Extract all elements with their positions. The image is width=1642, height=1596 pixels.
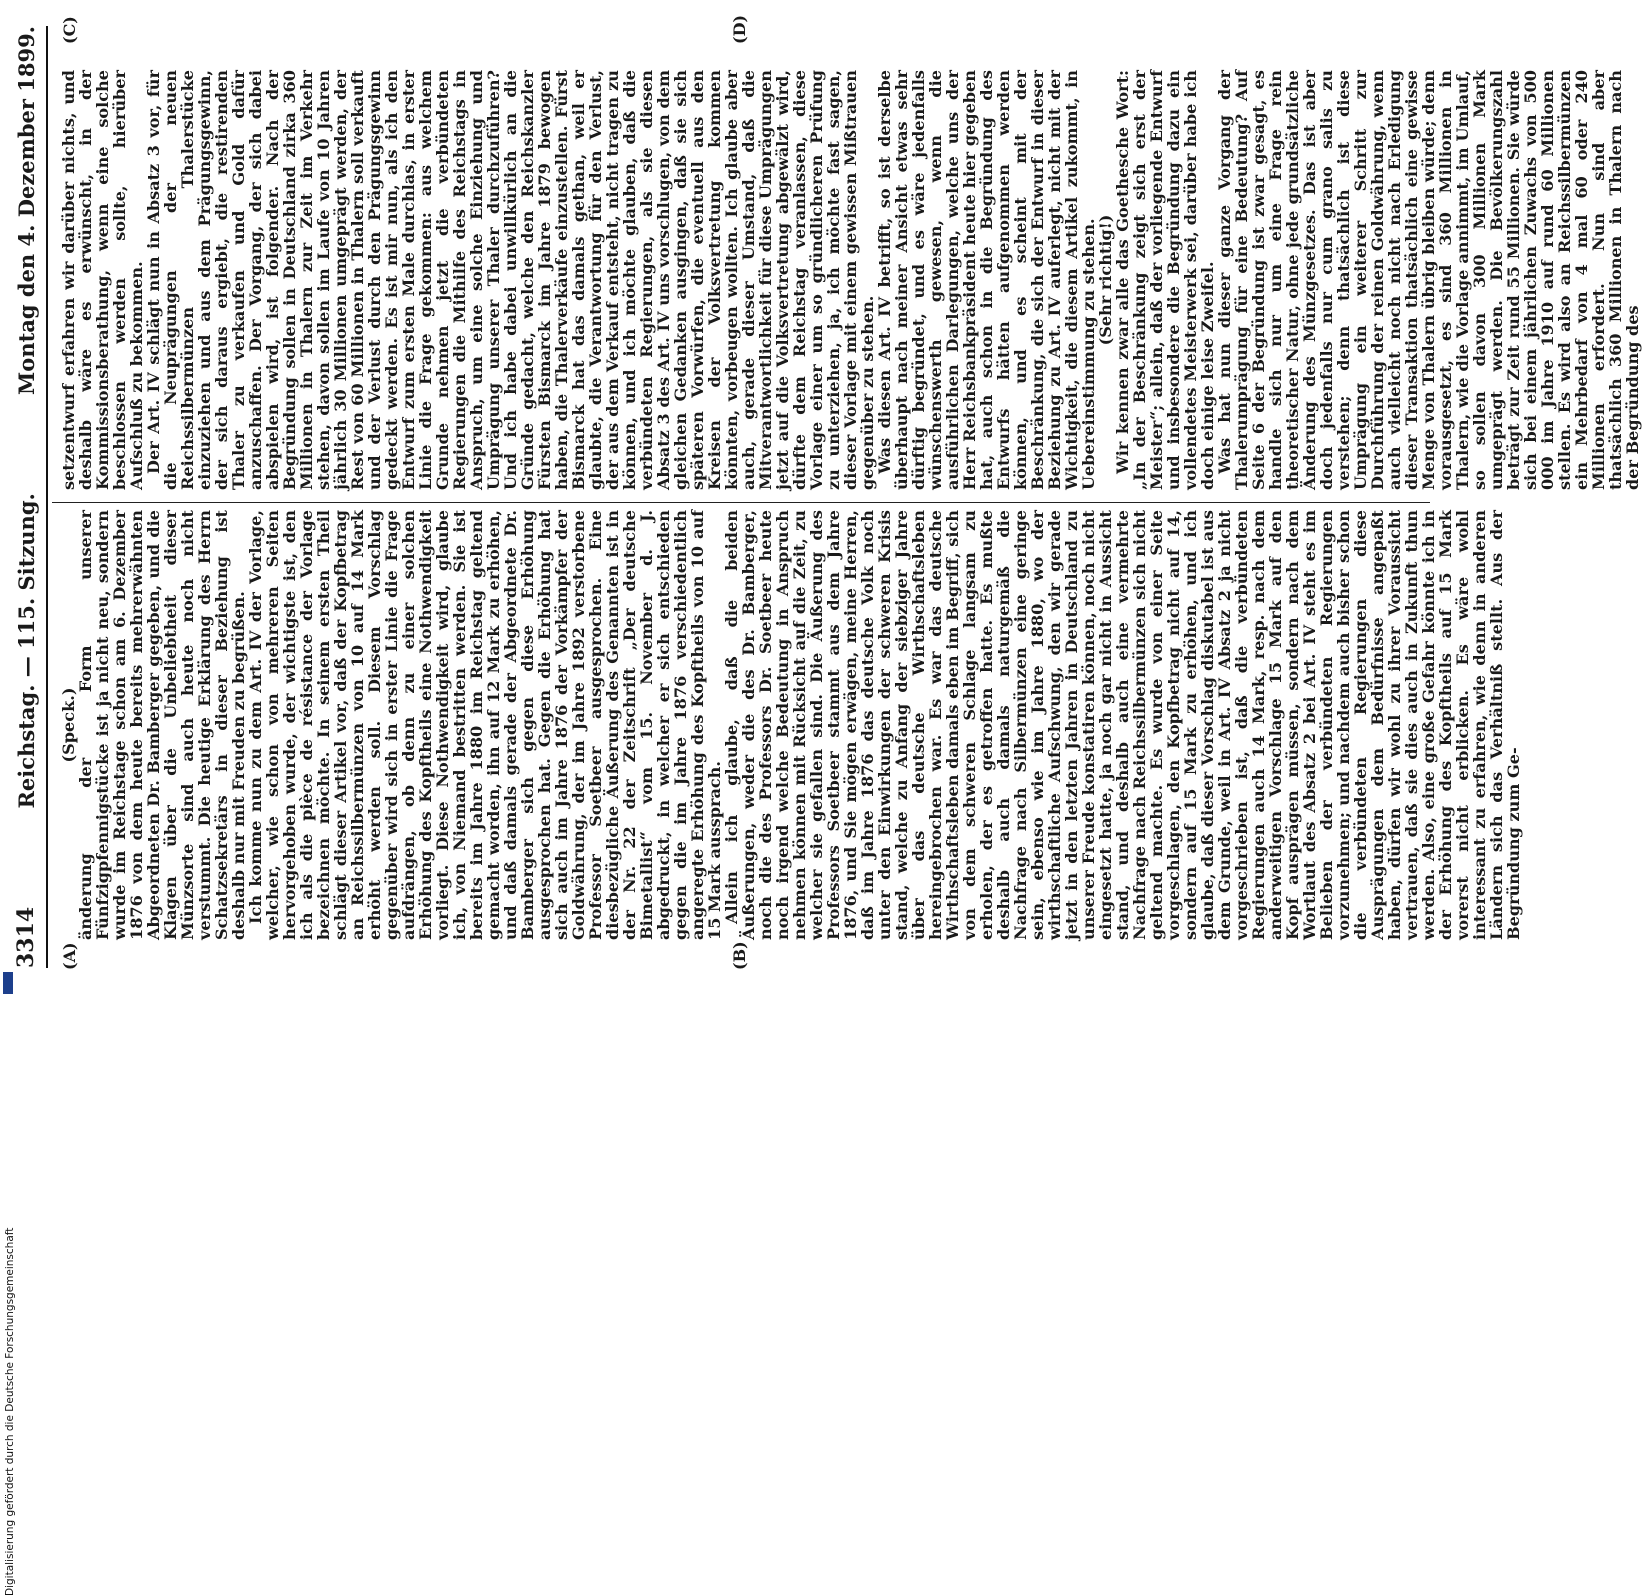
page-number: 3314 — [13, 906, 39, 968]
paragraph: änderung der Form unserer Fünfzigpfennigstücke ist ja nicht neu, sondern wurde im Reichstage schon am 6. Dezember 1876 von dem heute bereits mehrerwähnten Abgeordneten Dr. Bamberger gegeben, und die Klagen über die Unbeliebtheit dieser Münzsorte sind auch heute noch nicht verstummt. Die heutige Erklärung des Herrn Schatzsekretärs in dieser Beziehung ist deshalb nur mit Freuden zu begrüßen. — [76, 510, 248, 940]
credit-text: Digitalisierung gefördert durch die Deutsche Forschungsgemeinschaft — [4, 1227, 16, 1596]
dfg-logo-icon — [3, 972, 13, 994]
left-column — [59, 510, 1523, 940]
paragraph: Allein ich glaube, daß die beiden Äußerungen, weder die des Dr. Bamberger, noch die des Professors Dr. Soetbeer heute noch irgend welche Bedeutung in Anspruch nehmen können mit Rücksicht auf die Zeit, zu welcher sie gefallen sind. Die Äußerung des Professors Soetbeer stammt aus dem Jahre 1876, und Sie mögen erwägen, meine Herren, daß im Jahre 1876 das deutsche Volk noch unter den Einwirkungen der schweren Krisis stand, welche zu Anfang der siebziger Jahre über das deutsche Wirthschaftsleben hereingebrochen war. Es war das deutsche Wirthschaftsleben damals eben im Begriff, sich von dem schweren Schlage langsam zu erholen, der es getroffen hatte. Es mußte deshalb auch damals naturgemäß die Nachfrage nach Silbermünzen eine geringe sein, ebenso wie im Jahre 1880, wo der wirthschaftliche Aufschwung, den wir gerade jetzt in den letzten Jahren in Deutschland zu unserer Freude konstatiren können, noch nicht eingesetzt hatte, ja noch gar nicht in Aussicht stand, und deshalb auch eine vermehrte Nachfrage nach Reichssilbermünzen sich nicht geltend machte. Es wurde von einer Seite vorgeschlagen, den Kopfbetrag nicht auf 14, sondern auf 15 Mark zu erhöhen, und ich glaube, daß dieser Vorschlag diskutabel ist aus dem Grunde, weil in Art. IV Absatz 2 ja nicht vorgeschrieben ist, daß die verbündeten Regierungen auch 14 Mark, resp. nach dem anderweitigen Vorschlage 15 Mark auf den Kopf ausprägen müssen, sondern nach dem Wortlaut des Absatz 2 bei Art. IV steht es im Belieben der verbündeten Regierungen vorzunehmen; und nachdem auch bisher schon die verbündeten Regierungen diese Ausprägungen dem Bedürfnisse angepaßt haben, dürfen wir wohl zu ihrer Voraussicht vertrauen, daß sie dies auch in Zukunft thun werden. Also, eine große Gefahr könnte ich in der Erhöhung des Kopftheils auf 15 Mark vorerst nicht erblicken. Es wäre wohl interessant zu erfahren, wie denn in anderen Ländern sich das Verhältniß stellt. Aus der Begründung zum Ge- — [722, 510, 1523, 940]
speaker-name: (Speck.) — [59, 687, 78, 763]
session-title: Reichstag. — 115. Sitzung. — [13, 493, 39, 809]
paragraph: Wir kennen zwar alle das Goethesche Wort: „In der Beschränkung zeigt sich erst der Meister“; allein, daß der vorliegende Entwurf und insbesondere die Begründung dazu ein vollendetes Meisterwerk sei, darüber habe ich doch einige leise Zweifel. — [1113, 70, 1217, 490]
margin-marker-b: (B) — [730, 941, 749, 970]
paragraph: Ich komme nun zu dem Art. IV der Vorlage, welcher, wie schon von mehreren Seiten hervorgehoben wurde, der wichtigste ist, den ich als die pièce de résistance der Vorlage bezeichnen möchte. In seinem ersten Theil schlägt dieser Artikel vor, daß der Kopfbetrag an Reichssilbermünzen von 10 auf 14 Mark erhöht werden soll. Diesem Vorschlag gegenüber wird sich in erster Linie die Frage aufdrängen, ob denn zu einer solchen Erhöhung des Kopftheils eine Nothwendigkeit vorliegt. Diese Nothwendigkeit wird, glaube ich, von Niemand bestritten werden. Sie ist bereits im Jahre 1880 im Reichstag geltend gemacht worden, ihn auf 12 Mark zu erhöhen, und daß damals gerade der Abgeordnete Dr. Bamberger sich gegen diese Erhöhung ausgesprochen hat. Gegen die Erhöhung hat sich auch im Jahre 1876 der Vorkämpfer der Goldwährung, der im Jahre 1892 verstorbene Professor Soetbeer ausgesprochen. Eine diesbezügliche Äußerung des Genannten ist in der Nr. 22 der Zeitschrift „Der deutsche Bimetallist“ vom 15. November d. J. abgedruckt, in welcher er sich entschieden gegen die im Jahre 1876 verschiedentlich angeregte Erhöhung des Kopftheils von 10 auf 15 Mark aussprach. — [246, 510, 724, 940]
paragraph: Was hat nun dieser ganze Vorgang der Thalerumprägung für eine Bedeutung? Auf Seite 6 der Begründung ist zwar gesagt, es handle sich nur um eine Frage rein theoretischer Natur, ohne jede grundsätzliche Änderung des Münzgesetzes. Das ist aber doch jedenfalls nur cum grano salis zu verstehen; denn thatsächlich ist diese Umprägung ein weiterer Schritt zur Durchführung der reinen Goldwährung, wenn auch vielleicht noch nicht nach Erledigung dieser Transaktion thatsächlich eine gewisse Menge von Thalern übrig bleiben würde; denn vorausgesetzt, es sind 360 Millionen in Thalern, wie die Vorlage annimmt, im Umlauf, so sollen davon 300 Millionen Mark umgeprägt werden. Die Bevölkerungszahl beträgt zur Zeit rund 55 Millionen. Sie würde sich bei einem jährlichen Zuwachs von 500 000 im Jahre 1910 auf rund 60 Millionen stellen. Es wird also an Reichssilbermünzen ein Mehrbedarf von 4 mal 60 oder 240 Millionen erfordert. Nun sind aber thatsächlich 360 Millionen in Thalern nach der Begründung des — [1215, 70, 1642, 490]
margin-marker-d: (D) — [730, 14, 749, 44]
margin-marker-c: (C) — [60, 16, 79, 44]
paragraph: Was diesen Art. IV betrifft, so ist derselbe überhaupt nach meiner Ansicht etwas sehr dürftig begründet, und es wäre jedenfalls wünschenswerth gewesen, wenn die ausführlichen Darlegungen, welche uns der Herr Reichsbankpräsident heute hier gegeben hat, auch schon in die Begründung des Entwurfs hätten aufgenommen werden können, und es scheint mit der Beschränkung, die sich der Entwurf in dieser Beziehung zu Art. IV auferlegt, nicht mit der Wichtigkeit, die diesem Artikel zukommt, in Uebereinstimmung zu stehen. — [875, 70, 1098, 490]
column-divider — [52, 502, 1430, 503]
session-date: Montag den 4. Dezember 1899. — [13, 26, 39, 395]
paragraph: Der Art. IV schlägt nun in Absatz 3 vor, für die Neuprägungen der neuen Reichssilbermünzen Thalerstücke einzuziehen und aus dem Prägungsgewinn, der sich daraus ergiebt, die restirenden Thaler zu verkaufen und Gold dafür anzuschaffen. Der Vorgang, der sich dabei abspielen wird, ist folgender. Nach der Begründung sollen in Deutschland zirka 360 Millionen in Thalern zur Zeit im Verkehr stehen, davon sollen im Laufe von 10 Jahren jährlich 30 Millionen umgeprägt werden, der Rest von 60 Millionen in Thalern soll verkauft und der Verlust durch den Prägungsgewinn gedeckt werden. Es ist mir nun, als ich den Entwurf zum ersten Male durchlas, in erster Linie die Frage gekommen: aus welchem Grunde nehmen jetzt die verbündeten Regierungen die Mithilfe des Reichstags in Anspruch, um eine solche Einziehung und Umprägung unserer Thaler durchzuführen? Und ich habe dabei unwillkürlich an die Gründe gedacht, welche den Reichskanzler Fürsten Bismarck im Jahre 1879 bewogen haben, die Thalerverkäufe einzustellen. Fürst Bismarck hat das damals gethan, weil er glaubte, die Verantwortung für den Verlust, der aus dem Verkauf entsteht, nicht tragen zu können, und ich möchte glauben, daß die verbündeten Regierungen, als sie diesen Absatz 3 des Art. IV uns vorschlugen, von dem gleichen Gedanken ausgingen, daß sie sich späteren Vorwürfen, die eventuell aus den Kreisen der Volksvertretung kommen könnten, vorbeugen wollten. Ich glaube aber auch, gerade dieser Umstand, daß die Mitverantwortlichkeit für diese Umprägungen jetzt auf die Volksvertretung abgewälzt wird, dürfte dem Reichstag veranlassen, diese Vorlage einer um so gründlicheren Prüfung zu unterziehen, ja, ich möchte fast sagen, dieser Vorlage mit einem gewissen Mißtrauen gegenüber zu stehen. — [144, 70, 877, 490]
margin-marker-a: (A) — [60, 942, 79, 970]
interjection: (Sehr richtig!) — [1096, 214, 1115, 346]
right-column — [59, 70, 1642, 490]
digitization-credit — [4, 596, 34, 1596]
paragraph: setzentwurf erfahren wir darüber nichts, und deshalb wäre es erwünscht, in der Kommissionsberathung, wenn eine solche beschlossen werden sollte, hierüber Aufschluß zu bekommen. — [59, 70, 146, 490]
